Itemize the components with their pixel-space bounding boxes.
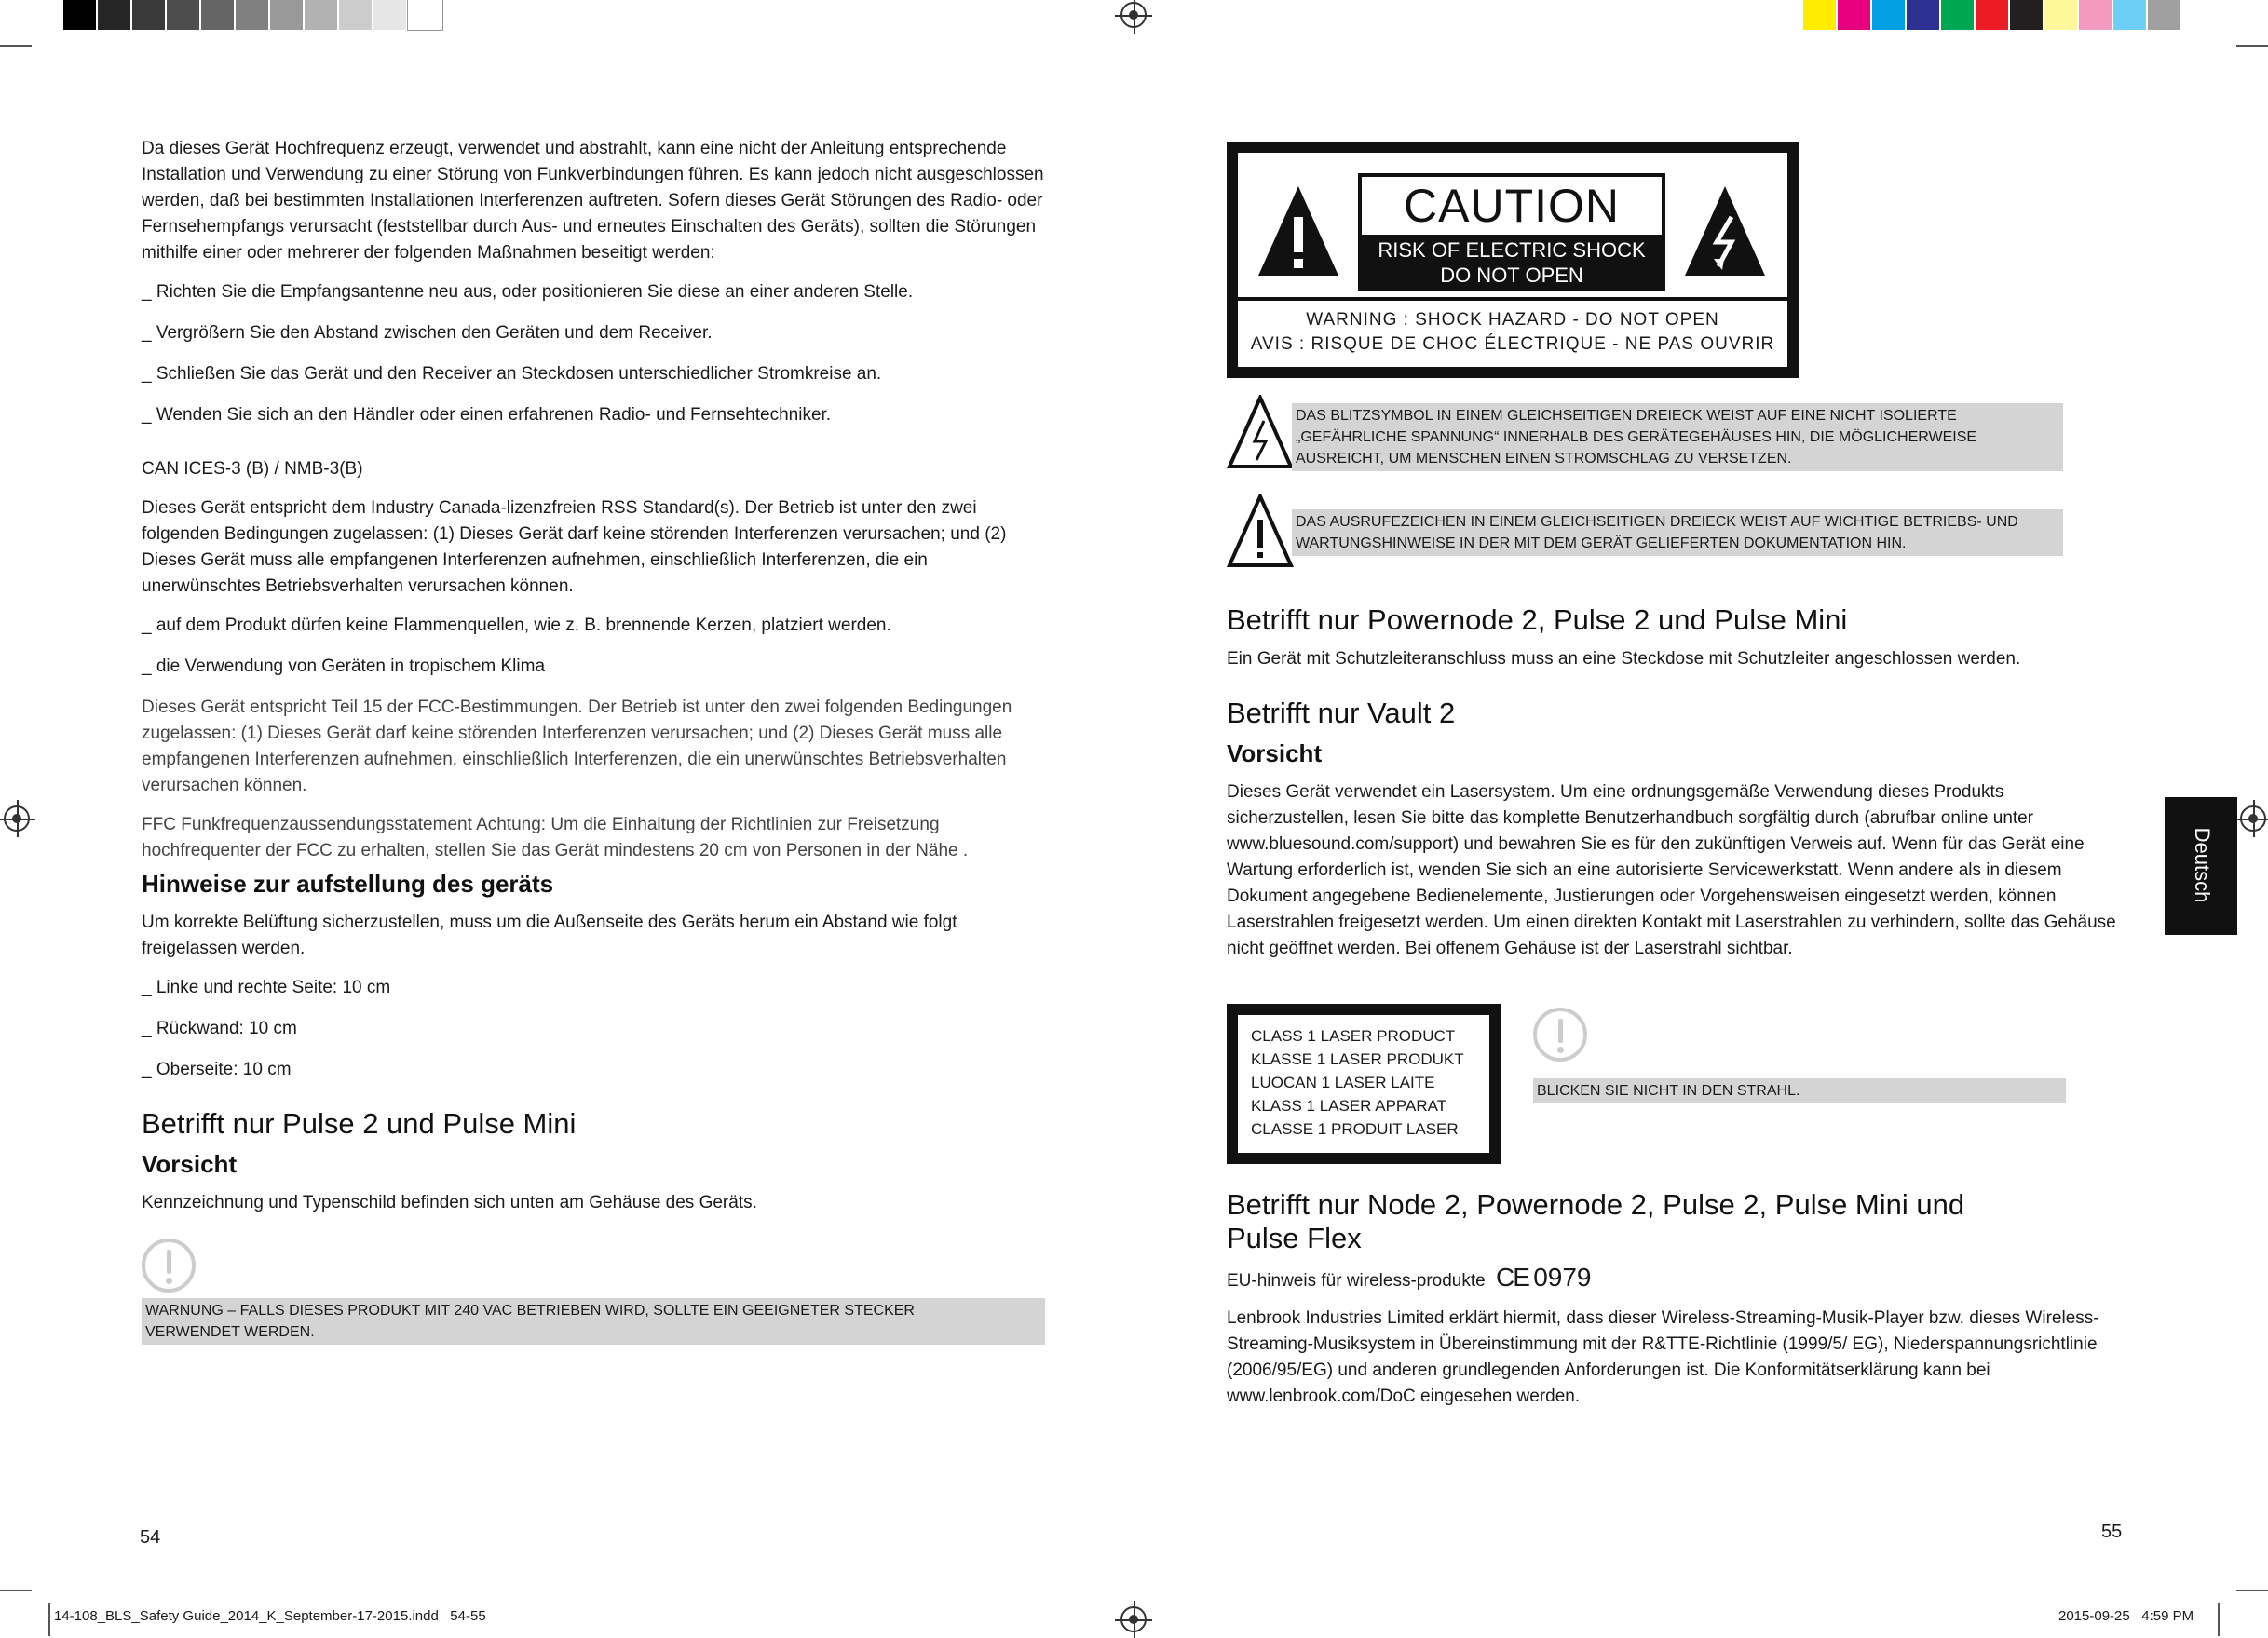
exclamation-circle-icon [1533, 1008, 1587, 1062]
lightning-triangle-icon [1683, 184, 1767, 278]
laser-label-line: KLASSE 1 LASER PRODUKT [1251, 1050, 1464, 1068]
laser-class-label [1227, 1004, 1501, 1164]
vault-heading: Betrifft nur Vault 2 [1227, 697, 1456, 729]
can-ices-label: CAN ICES-3 (B) / NMB-3(B) [142, 459, 363, 479]
ffc-statement-paragraph: FFC Funkfrequenzaussendungsstatement Achtung: Um die Einhaltung der Richtlinien zur Freisetzung hochfrequenter der FCC zu erhalten, stellen Sie das Gerät mindestens 20 cm von Personen in der Nähe . [142, 815, 969, 860]
left-page-content [142, 136, 1045, 1345]
color-swatch [2010, 0, 2044, 30]
bullet-item: _ Wenden Sie sich an den Händler oder einen erfahrenen Radio- und Fernsehtechniker. [142, 405, 832, 425]
gray-swatch [373, 0, 408, 30]
warning-fr-text: AVIS : RISQUE DE CHOC ÉLECTRIQUE - NE PAS OUVRIR [1250, 334, 1775, 354]
color-swatch [2148, 0, 2182, 30]
node-heading-line1: Betrifft nur Node 2, Powernode 2, Pulse 2, Pulse Mini und [1227, 1188, 1965, 1221]
crop-mark [2236, 1590, 2268, 1591]
bullet-item: _ Richten Sie die Empfangsantenne neu aus, oder positionieren Sie diese an einer anderen Stelle. [142, 282, 914, 302]
caution-title: CAUTION [1404, 180, 1620, 232]
lenbrook-paragraph: Lenbrook Industries Limited erklärt hiermit, dass dieser Wireless-Streaming-Musik-Player bzw. dieses Wireless-Streaming-Musiksystem in Übereinstimmung mit der R&TTE-Richtlinie (1999/5/ EG), Niederspannungsrichtlinie (2006/95/EG) und anderen grundlegenden Anforderungen ist. Die Konformitätserklärung kann bei www.lenbrook.com/DoC eingesehen werden. [1227, 1308, 2099, 1406]
gray-swatch [236, 0, 270, 30]
eu-notice-line [1227, 1265, 2128, 1294]
vault-caution-heading: Vorsicht [1227, 739, 1323, 767]
caution-center-block [1358, 173, 1665, 291]
gray-calibration-bar [63, 0, 442, 30]
laser-label-line: KLASS 1 LASER APPARAT [1251, 1097, 1447, 1115]
exclamation-circle-icon [142, 1239, 196, 1293]
exclamation-triangle-icon [1256, 184, 1340, 278]
bullet-item: _ Oberseite: 10 cm [142, 1060, 292, 1079]
crop-mark [48, 1603, 50, 1636]
placement-heading: Hinweise zur aufstellung des geräts [142, 870, 554, 898]
exclamation-note-band: DAS AUSRUFEZEICHEN IN EINEM GLEICHSEITIGEN DREIECK WEIST AUF WICHTIGE BETRIEBS- UND WARTUNGSHINWEISE IN DER MIT DEM GERÄT GELIEFERTEN DOKUMENTATION HIN. [1292, 509, 2063, 556]
exclamation-outline-triangle-icon [1227, 494, 1294, 568]
caution-open-text: DO NOT OPEN [1440, 264, 1583, 287]
node-heading [1227, 1188, 2128, 1255]
lightning-outline-triangle-icon [1227, 395, 1294, 469]
color-swatch [1941, 0, 1976, 30]
color-swatch [2113, 0, 2148, 30]
gray-swatch [339, 0, 373, 30]
footer-date: 2015-09-25 4:59 PM [2058, 1608, 2194, 1624]
caution-risk-text: RISK OF ELECTRIC SHOCK [1378, 238, 1646, 262]
bullet-item: _ Rückwand: 10 cm [142, 1019, 297, 1038]
powernode-paragraph: Ein Gerät mit Schutzleiteranschluss muss an eine Steckdose mit Schutzleiter angeschlossen werden. [1227, 649, 2021, 669]
pulse-caution-heading: Vorsicht [142, 1150, 238, 1178]
gray-swatch [167, 0, 201, 30]
color-swatch [1803, 0, 1838, 30]
crop-mark [0, 1590, 32, 1591]
vault-paragraph: Dieses Gerät verwendet ein Lasersystem. Um eine ordnungsgemäße Verwendung dieses Produkts sicherzustellen, lesen Sie bitte das komplette Benutzerhandbuch sorgfältig durch (abrufbar online unter www.bluesound.com/support) und bewahren Sie es für den zukünftigen Verweis auf. Wenn für das Gerät eine Wartung erforderlich ist, wenden Sie sich an eine autorisierte Servicewerkstatt. Wenn andere als in diesem Dokument angegebene Bedienelemente, Justierungen oder Vorgehensweisen eingesetzt werden, können Laserstrahlen freigesetzt werden. Um einen direkten Kontakt mit Laserstrahlen zu verhindern, sollte das Gehäuse nicht geöffnet werden. Bei offenem Gehäuse ist der Laserstrahl sichtbar. [1227, 782, 2116, 958]
footer-file-info: 14-108_BLS_Safety Guide_2014_K_September-17-2015.indd 54-55 [54, 1608, 486, 1624]
node-heading-line2: Pulse Flex [1227, 1222, 1362, 1254]
bullet-item: _ die Verwendung von Geräten in tropischem Klima [142, 657, 546, 676]
gray-swatch [270, 0, 305, 30]
gray-swatch [132, 0, 167, 30]
page-number-left: 54 [140, 1527, 161, 1548]
gray-swatch [408, 0, 442, 30]
color-swatch [1872, 0, 1907, 30]
powernode-heading: Betrifft nur Powernode 2, Pulse 2 und Pulse Mini [1227, 603, 1848, 636]
caution-label-box [1227, 142, 1799, 378]
registration-mark-icon [2240, 805, 2266, 832]
ce-number: 0979 [1533, 1263, 1592, 1292]
bullet-item: _ Schließen Sie das Gerät und den Receiver an Steckdosen unterschiedlicher Stromkreise an. [142, 364, 882, 384]
node-section [1227, 1188, 2128, 1423]
pulse-heading: Betrifft nur Pulse 2 und Pulse Mini [142, 1107, 577, 1140]
color-swatch [1976, 0, 2010, 30]
crop-mark [0, 45, 32, 47]
bullet-item: _ Linke und rechte Seite: 10 cm [142, 978, 391, 997]
gray-swatch [63, 0, 98, 30]
pulse-warning-band: WARNUNG – FALLS DIESES PRODUKT MIT 240 VAC BETRIEBEN WIRD, SOLLTE EIN GEEIGNETER STECKER VERWENDET WERDEN. [142, 1298, 1045, 1345]
registration-mark-icon [1120, 1606, 1147, 1632]
crop-mark [2218, 1603, 2220, 1636]
lightning-note-band: DAS BLITZSYMBOL IN EINEM GLEICHSEITIGEN DREIECK WEIST AUF EINE NICHT ISOLIERTE „GEFÄHRLICHE SPANNUNG“ INNERHALB DES GERÄTEGEHÄUSES HIN, DIE MÖGLICHERWEISE AUSREICHT, UM MENSCHEN EINEN STROMSCHLAG ZU VERSETZEN. [1292, 403, 2063, 471]
gray-swatch [201, 0, 236, 30]
bullet-item: _ auf dem Produkt dürfen keine Flammenquellen, wie z. B. brennende Kerzen, platziert werden. [142, 616, 891, 635]
fcc-part15-paragraph: Dieses Gerät entspricht Teil 15 der FCC-Bestimmungen. Der Betrieb ist unter den zwei folgenden Bedingungen zugelassen: (1) Dieses Gerät darf keine störenden Interferenzen verursachen; und (2) Dieses Gerät muss alle empfangenen Interferenzen aufnehmen, einschließlich Interferenzen, die ein unerwünschtes Betriebsverhalten verursachen können. [142, 697, 1012, 795]
fcc-intro-paragraph: Da dieses Gerät Hochfrequenz erzeugt, verwendet und abstrahlt, kann eine nicht der Anleitung entsprechende Installation und Verwendung zu einer Störung von Funkverbindungen führen. Es kann jedoch nicht ausgeschlossen werden, daß bei bestimmten Installationen Interferenzen auftreten. Sofern dieses Gerät Störungen des Radio- oder Fernsehempfangs verursacht (feststellbar durch Aus- und erneutes Einschalten des Geräts), sollten die Störungen mithilfe einer oder mehrerer der folgenden Maßnahmen beseitigt werden: [142, 139, 1044, 263]
industry-canada-paragraph: Dieses Gerät entspricht dem Industry Canada-lizenzfreien RSS Standard(s). Der Betrieb ist unter den zwei folgenden Bedingungen zugelassen: (1) Dieses Gerät darf keine störenden Interferenzen verursachen; und (2) Dieses Gerät muss alle empfangenen Interferenzen aufnehmen, einschließlich Interferenzen, die ein unerwünschtes Betriebsverhalten verursachen können. [142, 498, 1007, 596]
gray-swatch [98, 0, 132, 30]
crop-mark [2236, 45, 2268, 47]
placement-paragraph: Um korrekte Belüftung sicherzustellen, muss um die Außenseite des Geräts herum ein Abstand wie folgt freigelassen werden. [142, 913, 957, 958]
registration-mark-icon [4, 805, 30, 832]
language-tab-label: Deutsch [2191, 827, 2214, 903]
laser-label-line: CLASS 1 LASER PRODUCT [1251, 1027, 1456, 1045]
page-number-right: 55 [2101, 1522, 2123, 1542]
right-page-content [1227, 603, 2128, 975]
color-calibration-bar [1803, 0, 2182, 30]
warning-en-text: WARNING : SHOCK HAZARD - DO NOT OPEN [1306, 310, 1719, 330]
eu-notice-label: EU-hinweis für wireless-produkte [1227, 1271, 1486, 1291]
color-swatch [1838, 0, 1872, 30]
ce-mark-icon: CE [1496, 1263, 1528, 1292]
beam-warning-band: BLICKEN SIE NICHT IN DEN STRAHL. [1533, 1078, 2066, 1103]
gray-swatch [305, 0, 339, 30]
pulse-paragraph: Kennzeichnung und Typenschild befinden sich unten am Gehäuse des Geräts. [142, 1193, 757, 1212]
laser-label-line: LUOCAN 1 LASER LAITE [1251, 1074, 1435, 1091]
laser-label-line: CLASSE 1 PRODUIT LASER [1251, 1120, 1459, 1138]
color-swatch [2044, 0, 2079, 30]
color-swatch [1907, 0, 1941, 30]
bullet-item: _ Vergrößern Sie den Abstand zwischen den Geräten und dem Receiver. [142, 323, 713, 343]
registration-mark-icon [1120, 2, 1147, 28]
language-side-tab [2165, 797, 2237, 935]
color-swatch [2079, 0, 2113, 30]
